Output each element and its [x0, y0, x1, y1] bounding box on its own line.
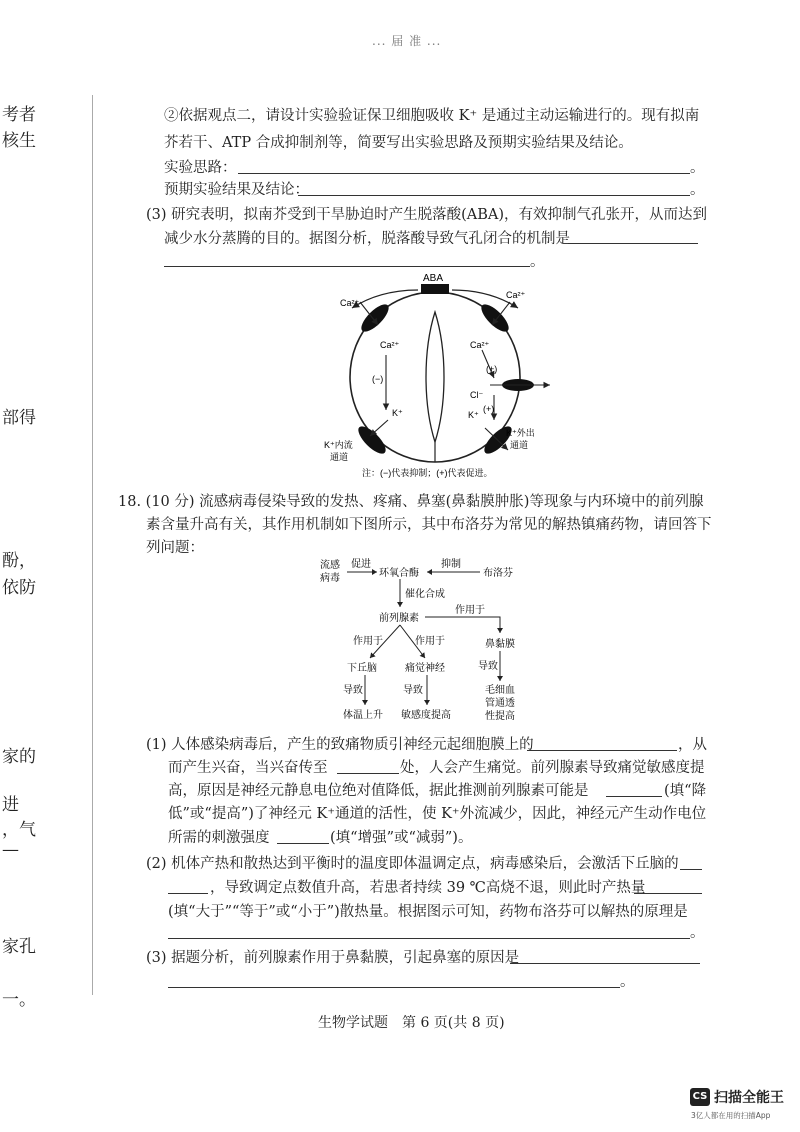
diagram-note: 注：(−)代表抑制；(+)代表促进。 [362, 468, 493, 478]
label-minus: (−) [372, 374, 384, 384]
flow-cap-2: 管通透 [485, 698, 515, 709]
cs-logo-icon: CS [690, 1088, 710, 1106]
label-aba: ABA [423, 273, 444, 284]
label-ca-right-inner: Ca²⁺ [470, 340, 490, 350]
margin-text: ，气 [2, 820, 36, 840]
q18-s1-blank-1[interactable] [527, 750, 677, 751]
q18-s3-line1: (3) 据题分析，前列腺素作用于鼻黏膜，引起鼻塞的原因是 [146, 950, 520, 966]
flow-cap-3: 性提高 [485, 711, 515, 722]
q18-s1-line3b: (填“降 [664, 783, 707, 799]
prostaglandin-flowchart [315, 555, 535, 725]
flow-catalyze: 催化合成 [405, 589, 445, 600]
q17-p3-line2: 减少水分蒸腾的目的。据图分析，脱落酸导致气孔闭合的机制是 [164, 231, 570, 247]
q18-s2-blank-1b[interactable] [168, 893, 208, 894]
flow-temp-up: 体温上升 [343, 710, 383, 721]
label-ca-right: Ca²⁺ [506, 290, 526, 300]
q18-s2-blank-2[interactable] [634, 893, 702, 894]
q18-s2-line1: (2) 机体产热和散热达到平衡时的温度即体温调定点，病毒感染后，会激活下丘脑的 [146, 856, 679, 872]
flow-promote: 促进 [351, 559, 371, 570]
flow-lead-3: 导致 [478, 661, 498, 672]
margin-text: 考者 [2, 105, 36, 125]
q18-s3-blank-1[interactable] [510, 963, 700, 964]
margin-text: 依防 [2, 578, 36, 598]
scanner-watermark [690, 1086, 798, 1126]
flow-sens-up: 敏感度提高 [401, 710, 451, 721]
q17-idea-label: 实验思路： [164, 160, 237, 176]
margin-text: — [2, 840, 19, 860]
q18-s1-line5b: (填“增强”或“减弱”)。 [330, 830, 473, 846]
q18-s1-blank-4[interactable] [277, 843, 329, 844]
watermark-name: 扫描全能王 [714, 1090, 784, 1106]
q18-s2-period: 。 [690, 925, 705, 941]
q17-p3-period: 。 [530, 254, 545, 270]
flow-virus-2: 病毒 [320, 573, 340, 584]
q18-stem-line1: 18. (10 分) 流感病毒侵染导致的发热、疼痛、鼻塞(鼻黏膜肿胀)等现象与内环境中的前列腺 [118, 494, 704, 510]
header-smudge: ... 届 准 ... [372, 34, 442, 48]
k-in-channel [354, 422, 389, 457]
flow-lead-2: 导致 [403, 685, 423, 696]
q18-s1-blank-2[interactable] [337, 773, 399, 774]
q18-s1-blank-3[interactable] [606, 796, 662, 797]
flow-inhibit: 抑制 [441, 559, 461, 570]
q18-s2-line3: (填“大于”“等于”或“小于”)散热量。根据图示可知，药物布洛芬可以解热的原理是 [168, 904, 688, 920]
margin-text: 进 [2, 795, 19, 815]
q18-s2-blank-1[interactable] [680, 869, 702, 870]
flow-acts-on-3: 作用于 [455, 605, 485, 616]
q18-stem-line3: 列问题： [146, 540, 204, 556]
flow-virus-1: 流感 [320, 560, 340, 571]
q18-s3-blank-2[interactable] [168, 987, 620, 988]
q18-s2-line2a: ，导致调定点数值升高，若患者持续 39 ℃高烧不退，则此时产热量 [210, 880, 646, 896]
label-plus-1: (+) [486, 364, 498, 374]
label-ca-left: Ca²⁺ [340, 298, 360, 308]
q18-s1-line1-end: ，从 [678, 737, 707, 753]
flow-hypo: 下丘脑 [347, 663, 377, 674]
margin-text: 家的 [2, 747, 36, 767]
q18-s1-line2b: 处，人会产生痛觉。前列腺素导致痛觉敏感度提 [400, 760, 705, 776]
q17-p3-answer-line-2[interactable] [164, 266, 530, 267]
q17-result-label: 预期实验结果及结论： [164, 182, 309, 198]
label-k-in-2: 通道 [330, 452, 349, 462]
q18-s3-period: 。 [620, 974, 635, 990]
label-k-left: K⁺ [392, 408, 403, 418]
label-cl: Cl⁻ [470, 390, 484, 400]
margin-text: 部得 [2, 408, 36, 428]
binding-margin-line [92, 95, 93, 995]
q17-idea-answer-line[interactable] [238, 173, 690, 174]
margin-text: 酚， [2, 551, 36, 571]
q18-s1-line1: (1) 人体感染病毒后，产生的致痛物质引神经元起细胞膜上的 [146, 737, 534, 753]
margin-text: 一。 [2, 990, 36, 1010]
flow-cox: 环氧合酶 [379, 568, 419, 579]
q17-result-period: 。 [690, 182, 705, 198]
flow-pg: 前列腺素 [379, 613, 419, 624]
q18-s1-line2a: 而产生兴奋，当兴奋传至 [168, 760, 328, 776]
margin-text: 核生 [2, 131, 36, 151]
q17-idea-period: 。 [690, 160, 705, 176]
q18-s1-line4: 低”或“提高”)了神经元 K⁺通道的活性，使 K⁺外流减少，因此，神经元产生动作电位 [168, 806, 707, 822]
label-ca-left-inner: Ca²⁺ [380, 340, 400, 350]
q18-s2-blank-3[interactable] [168, 938, 690, 939]
q17-result-answer-line[interactable] [298, 195, 690, 196]
q17-p2-line1: ②依据观点二，请设计实验验证保卫细胞吸收 K⁺ 是通过主动运输进行的。现有拟南 [164, 108, 700, 124]
q17-p3-answer-line-1[interactable] [568, 243, 698, 244]
flow-nasal: 鼻黏膜 [485, 639, 515, 650]
flow-ibuprofen: 布洛芬 [483, 568, 513, 579]
flow-acts-on-1: 作用于 [353, 636, 383, 647]
q18-stem-line2: 素含量升高有关，其作用机制如下图所示，其中布洛芬为常见的解热镇痛药物，请回答下 [146, 517, 712, 533]
label-k-out-1: K⁺外出 [506, 428, 535, 438]
aba-receptor [421, 284, 449, 294]
flow-acts-on-2: 作用于 [415, 636, 445, 647]
q18-s1-line5a: 所需的刺激强度 [168, 830, 270, 846]
label-k-in-1: K⁺内流 [324, 440, 353, 450]
guard-cell-diagram [310, 270, 560, 485]
label-plus-2: (+) [483, 404, 495, 414]
margin-text: 家孔 [2, 937, 36, 957]
q18-s1-line3a: 高，原因是神经元静息电位绝对值降低，据此推测前列腺素可能是 [168, 783, 589, 799]
flow-lead-1: 导致 [343, 685, 363, 696]
stoma-pore [426, 312, 444, 442]
label-k-right: K⁺ [468, 410, 479, 420]
flow-cap-1: 毛细血 [485, 685, 515, 696]
q17-p3-line1: (3) 研究表明，拟南芥受到干旱胁迫时产生脱落酸(ABA)，有效抑制气孔张开，从而达到 [146, 207, 708, 223]
page-footer: 生物学试题 第 6 页(共 8 页) [318, 1015, 505, 1031]
label-k-out-2: 通道 [510, 440, 529, 450]
watermark-tagline: 3亿人都在用的扫描App [691, 1111, 771, 1120]
q17-p2-line2: 芥若干、ATP 合成抑制剂等，简要写出实验思路及预期实验结果及结论。 [164, 135, 633, 151]
flow-pain-nerve: 痛觉神经 [405, 663, 445, 674]
